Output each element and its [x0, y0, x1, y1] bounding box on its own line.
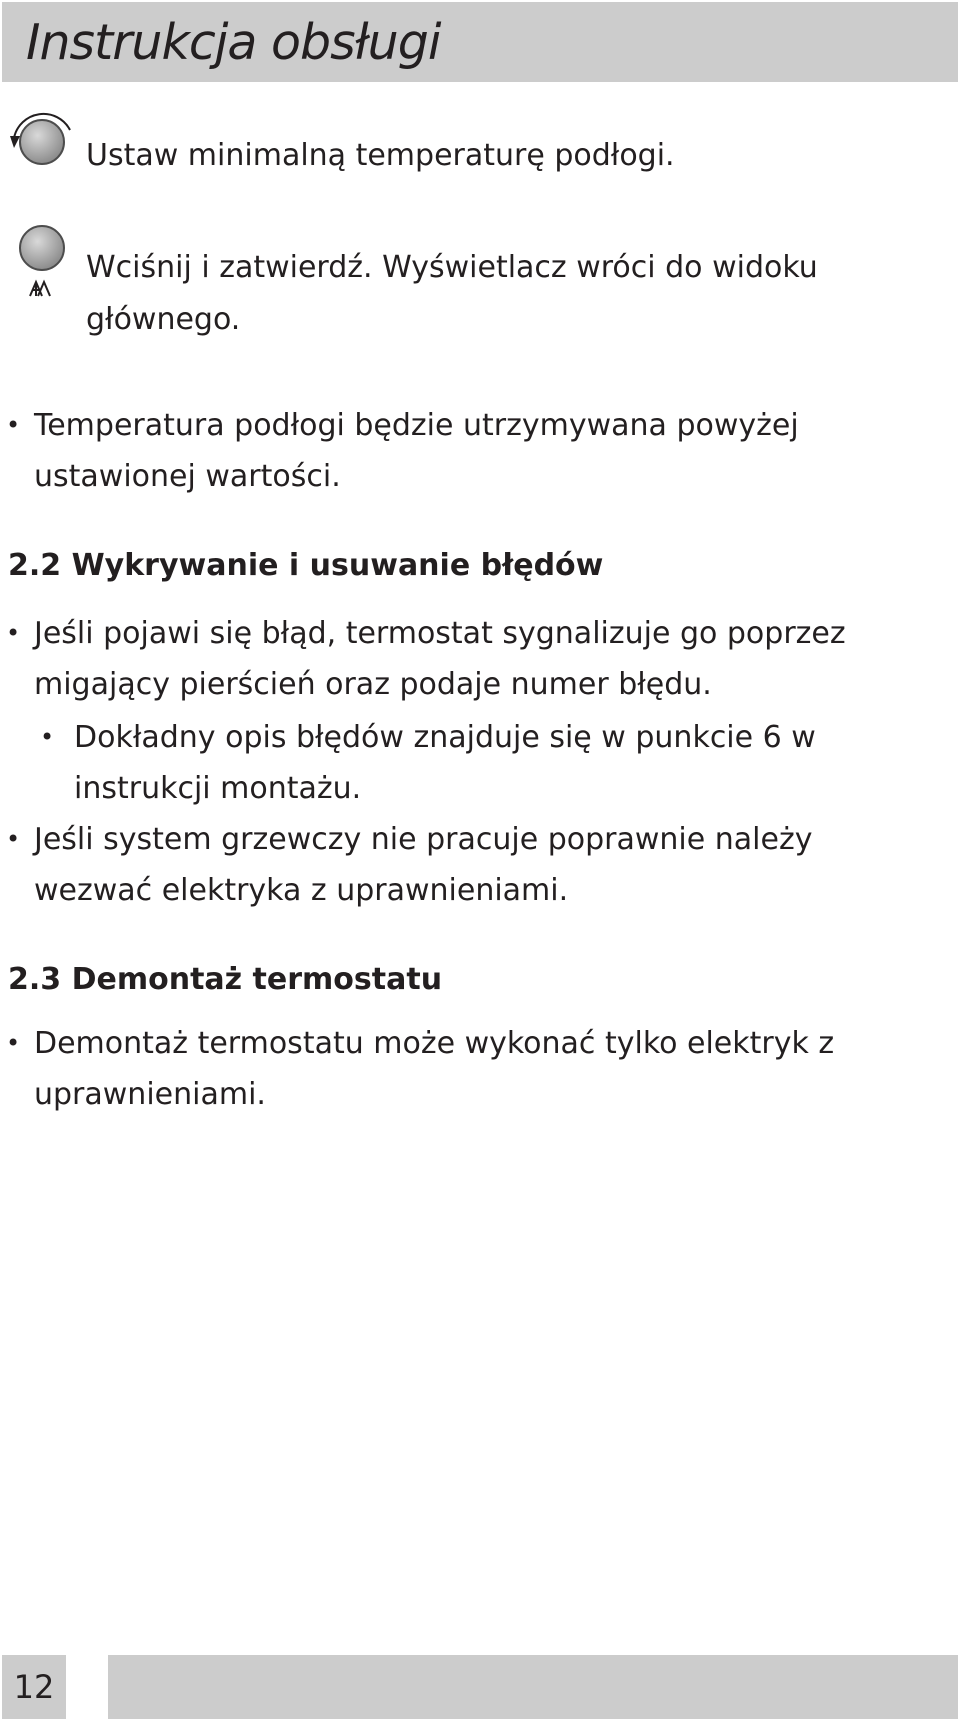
section-2-2-bullet-1-text: Jeśli pojawi się błąd, termostat sygnalizuje go poprzez migający pierścień oraz podaje numer błędu. — [34, 616, 846, 702]
step-rotate-text: Ustaw minimalną temperaturę podłogi. — [86, 138, 675, 173]
section-2-3-bullet-1 — [6, 1018, 934, 1120]
section-heading-2-3: 2.3 Demontaż termostatu — [8, 962, 443, 997]
section-2-2-bullet-2 — [6, 814, 934, 916]
bullet-icon: • — [6, 411, 21, 439]
press-knob-icon — [8, 212, 78, 302]
footer-bar — [108, 1655, 958, 1719]
header-bar — [2, 2, 958, 82]
section-heading-2-2: 2.2 Wykrywanie i usuwanie błędów — [8, 548, 604, 583]
rotate-knob-icon — [8, 108, 78, 198]
page-title: Instrukcja obsługi — [26, 14, 441, 71]
bullet-icon: • — [40, 723, 55, 751]
step-press-text: Wciśnij i zatwierdź. Wyświetlacz wróci do widoku głównego. — [86, 250, 818, 337]
page-number: 12 — [13, 1668, 55, 1706]
page-number-box — [2, 1655, 66, 1719]
bullet-icon: • — [6, 825, 21, 853]
bullet-icon: • — [6, 619, 21, 647]
section-2-2-sub-bullet — [40, 712, 934, 814]
bullet-icon: • — [6, 1029, 21, 1057]
section-2-2-sub-bullet-text: Dokładny opis błędów znajduje się w punkcie 6 w instrukcji montażu. — [74, 720, 816, 806]
intro-bullet-text: Temperatura podłogi będzie utrzymywana powyżej ustawionej wartości. — [34, 408, 799, 494]
section-2-2-bullet-1 — [6, 608, 934, 710]
section-2-3-bullet-1-text: Demontaż termostatu może wykonać tylko elektryk z uprawnieniami. — [34, 1026, 835, 1112]
section-2-2-bullet-2-text: Jeśli system grzewczy nie pracuje poprawnie należy wezwać elektryka z uprawnieniami. — [34, 822, 813, 908]
intro-bullet — [6, 400, 934, 502]
